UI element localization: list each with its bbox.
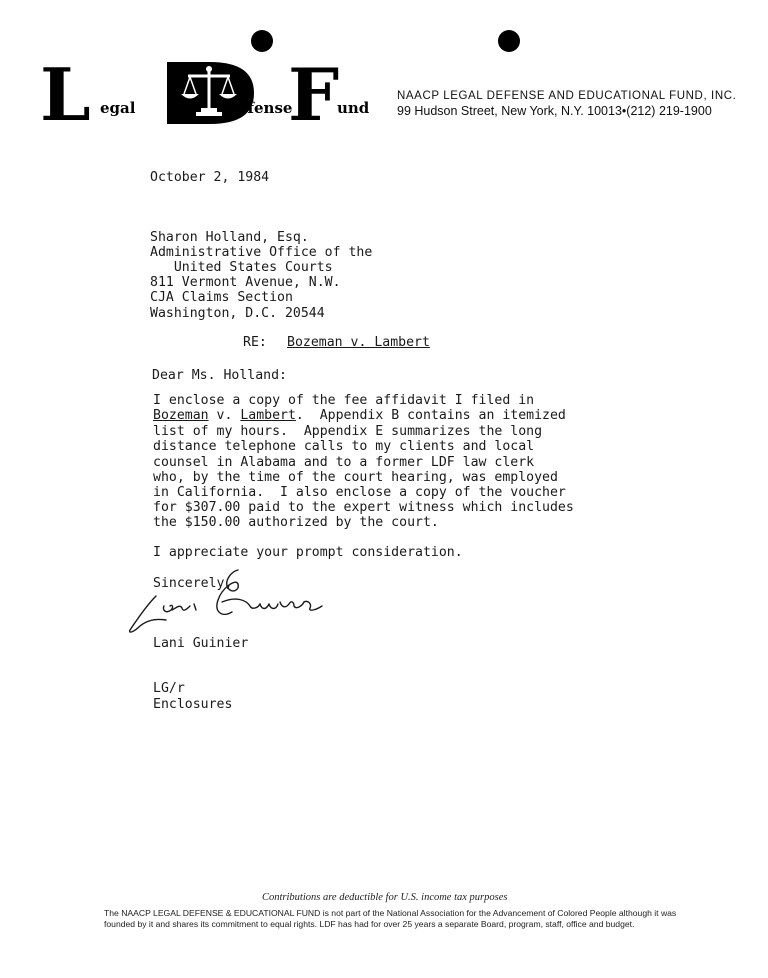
body-line: in California. I also enclose a copy of the voucher xyxy=(153,485,566,500)
enclosures-note: Enclosures xyxy=(153,697,233,712)
body-line-with-case xyxy=(153,408,566,424)
case-versus: v. xyxy=(208,408,241,423)
logo-word-und: und xyxy=(337,99,370,117)
org-name: NAACP LEGAL DEFENSE AND EDUCATIONAL FUND, INC. xyxy=(397,90,737,102)
punch-hole-left xyxy=(251,30,273,52)
body-paragraph-2: I appreciate your prompt consideration. xyxy=(153,545,463,560)
body-line: I enclose a copy of the fee affidavit I filed in xyxy=(153,393,535,408)
body-line: distance telephone calls to my clients and local xyxy=(153,439,535,454)
recipient-line: 811 Vermont Avenue, N.W. xyxy=(150,275,341,290)
body-line-tail: . Appendix B contains an itemized xyxy=(295,408,566,423)
re-case: Bozeman v. Lambert xyxy=(287,335,430,350)
recipient-line: Sharon Holland, Esq. xyxy=(150,230,309,245)
case-name-bozeman: Bozeman xyxy=(153,408,209,423)
signer-name: Lani Guinier xyxy=(153,636,249,651)
org-address: 99 Hudson Street, New York, N.Y. 10013•(212) 219-1900 xyxy=(397,104,712,118)
punch-hole-right xyxy=(498,30,520,52)
closing: Sincerely, xyxy=(153,576,233,591)
ldf-logo xyxy=(40,58,380,128)
re-label: RE: xyxy=(243,335,267,350)
recipient-line: United States Courts xyxy=(150,260,333,275)
body-line: list of my hours. Appendix E summarizes the long xyxy=(153,424,543,439)
handwritten-signature xyxy=(126,566,336,646)
logo-letter-f: F xyxy=(288,58,340,128)
body-line: for $307.00 paid to the expert witness which includes xyxy=(153,500,574,515)
salutation: Dear Ms. Holland: xyxy=(152,368,287,383)
logo-word-efense: efense xyxy=(238,99,293,117)
case-name-lambert: Lambert xyxy=(240,408,296,423)
ldf-logo-mark xyxy=(40,58,380,128)
logo-letter-l: L xyxy=(40,58,91,128)
tax-deductible-note: Contributions are deductible for U.S. income tax purposes xyxy=(262,892,508,903)
recipient-line: Washington, D.C. 20544 xyxy=(150,306,325,321)
letter-date: October 2, 1984 xyxy=(150,170,270,185)
body-line: the $150.00 authorized by the court. xyxy=(153,515,439,530)
body-line: counsel in Alabama and to a former LDF law clerk xyxy=(153,455,535,470)
footer-disclaimer: The NAACP LEGAL DEFENSE & EDUCATIONAL FUND is not part of the National Association for the Advancement of Colored People although it was founded by it and shares its commitment to equal rights. LDF has had for over 25 years a separate Board, program, staff, office and budget. xyxy=(104,908,677,929)
typist-initials: LG/r xyxy=(153,681,185,696)
recipient-line: CJA Claims Section xyxy=(150,290,293,305)
body-line: who, by the time of the court hearing, was employed xyxy=(153,470,558,485)
logo-word-egal: egal xyxy=(100,99,136,117)
recipient-line: Administrative Office of the xyxy=(150,245,373,260)
